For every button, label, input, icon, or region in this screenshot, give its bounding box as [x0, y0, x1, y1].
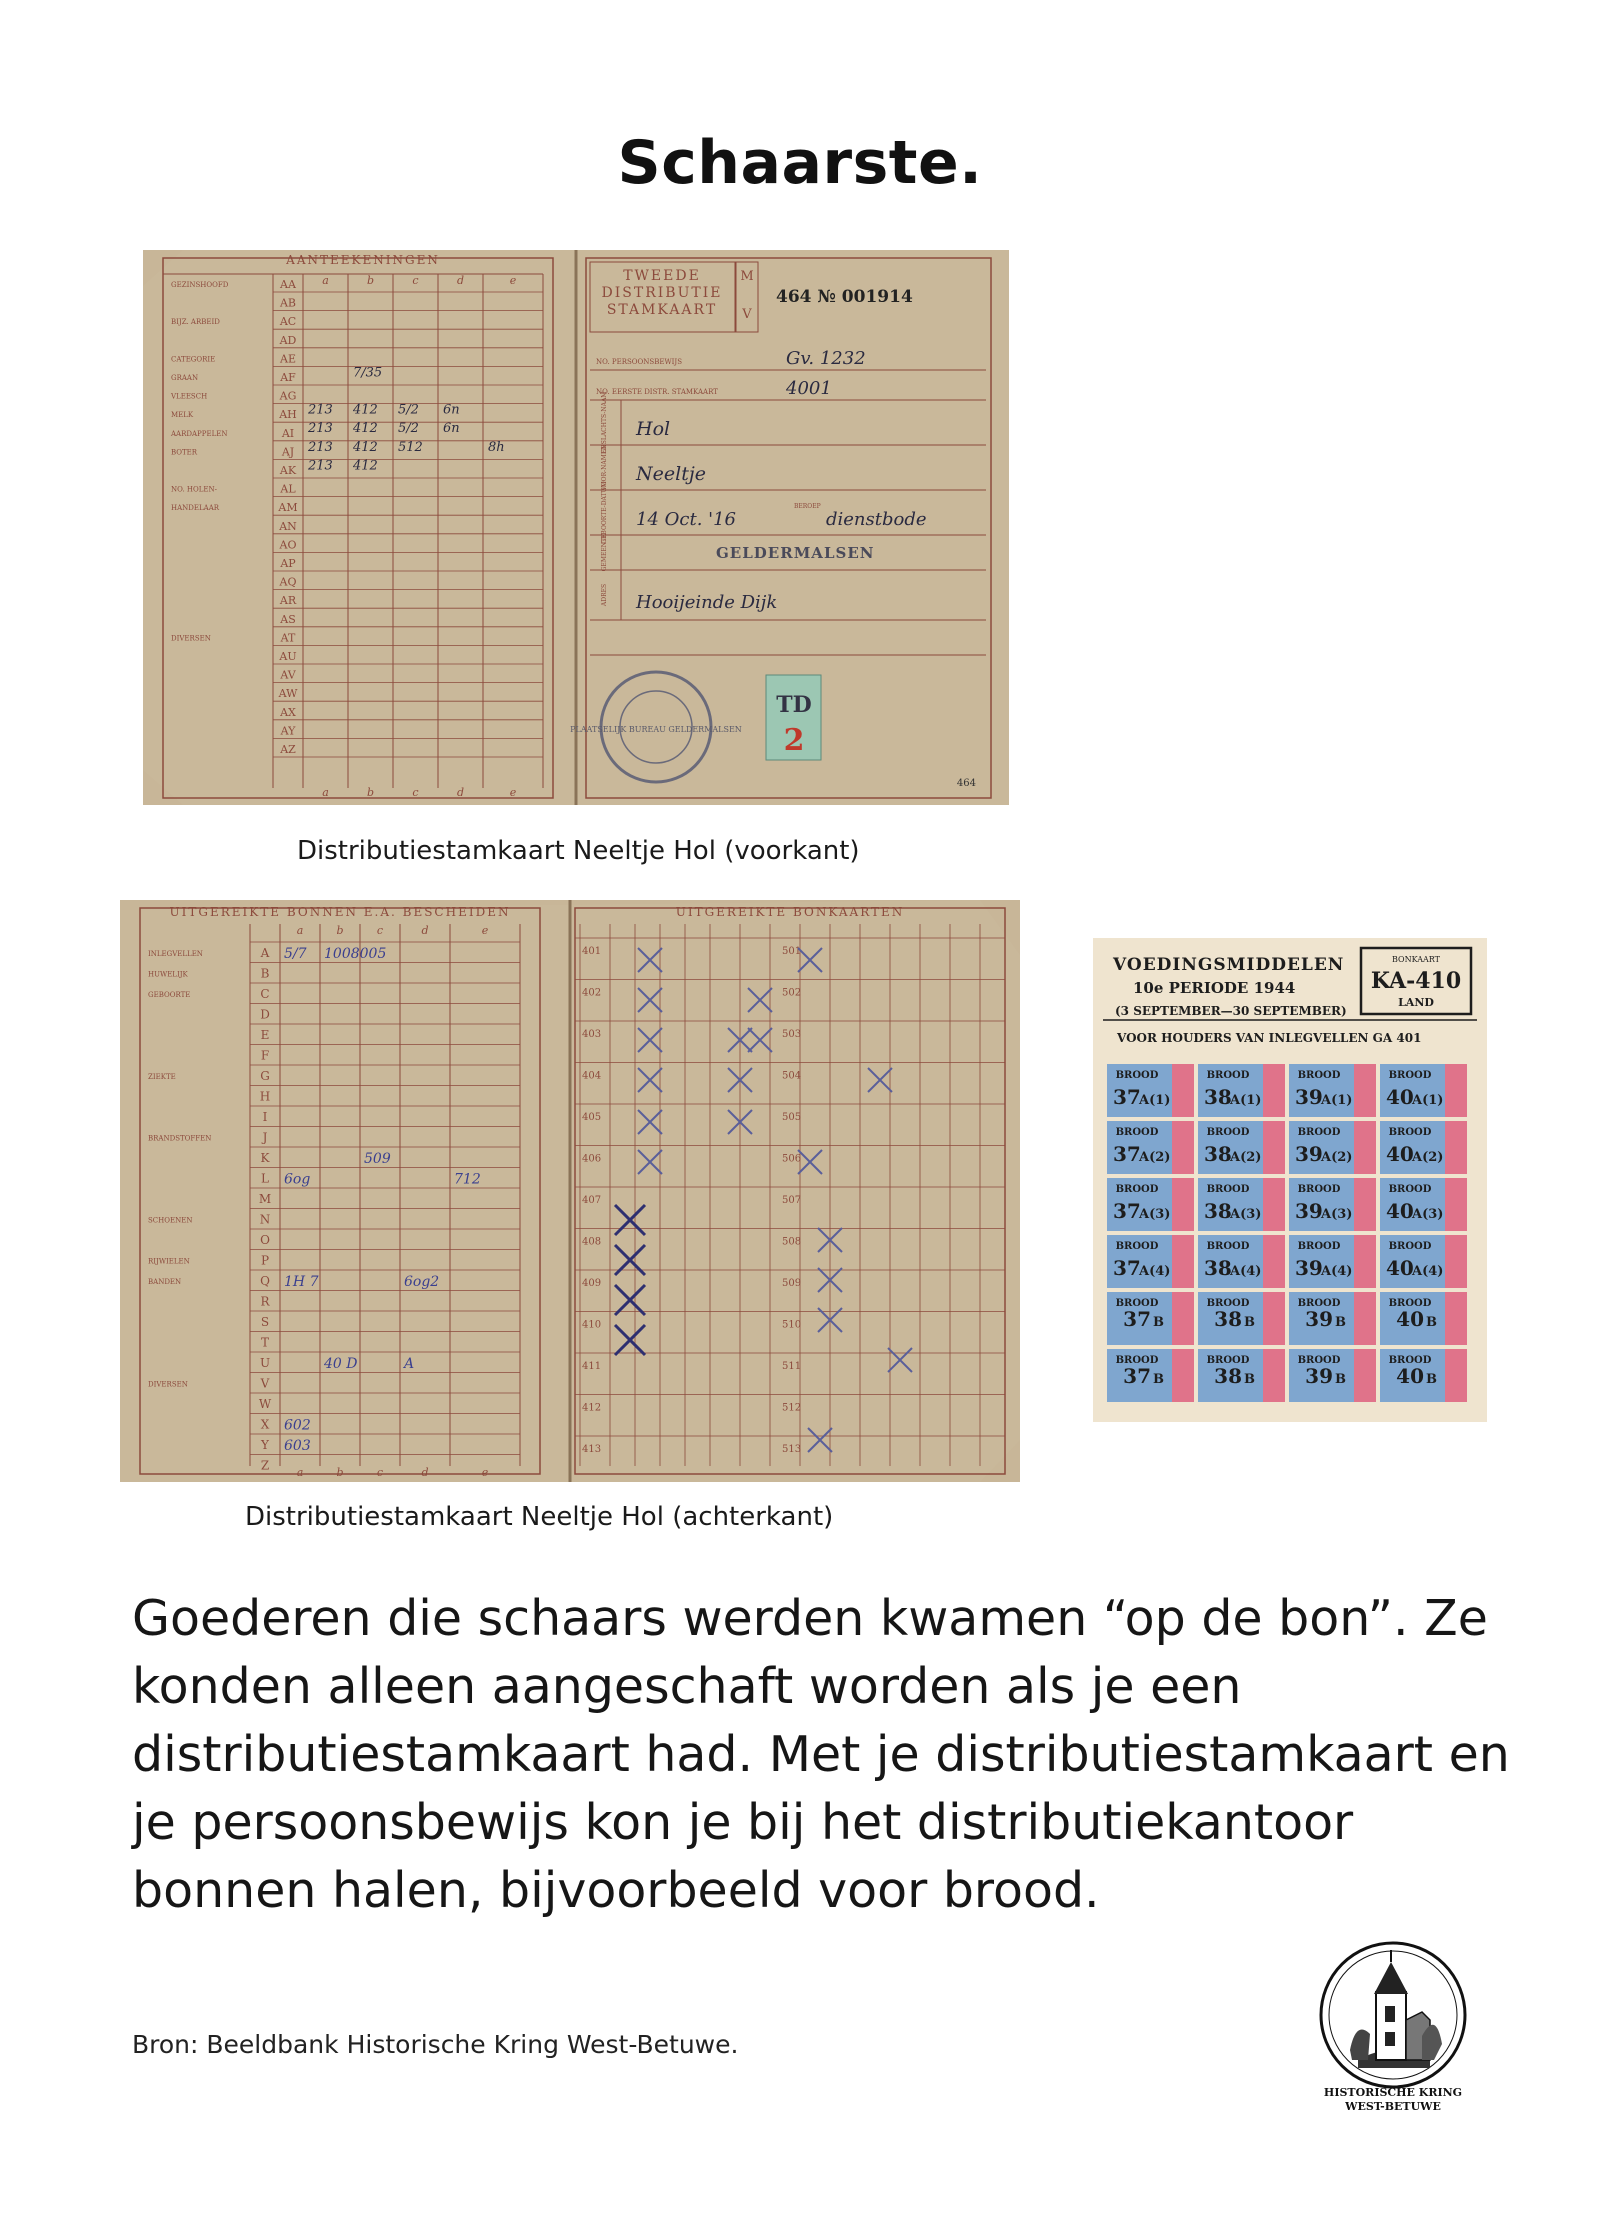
corner-number: 464 — [956, 778, 976, 789]
side-label: VOOR-NAMEN — [601, 444, 608, 491]
row-label: AP — [280, 557, 296, 570]
bonkaart-row-number: 406 — [582, 1153, 602, 1165]
column-label: a — [322, 274, 329, 287]
row-category-label: BANDEN — [148, 1278, 182, 1286]
coupon-word: BROOD — [1206, 1355, 1250, 1366]
column-label: c — [412, 274, 419, 287]
coupon-number: 37 — [1113, 1085, 1141, 1109]
row-label: AG — [279, 389, 297, 403]
row-label: F — [260, 1048, 270, 1063]
coupon-pink-strip — [1172, 1235, 1194, 1288]
stamkaart-front-image — [143, 250, 1009, 805]
row-label: U — [259, 1356, 271, 1370]
column-label: e — [509, 274, 517, 287]
coupon-word: BROOD — [1297, 1184, 1341, 1195]
coupon-suffix: B — [1426, 1315, 1437, 1330]
side-label: ADRES — [601, 583, 608, 607]
row-category-label: AARDAPPELEN — [171, 429, 228, 438]
coupon-pink-strip — [1172, 1064, 1194, 1117]
handwritten-entry: 509 — [364, 1151, 391, 1167]
column-label: d — [421, 1466, 429, 1479]
stamp-text: PLAATSELIJK BUREAU GELDERMALSEN — [570, 725, 742, 734]
bonkaart-row-number: 408 — [582, 1236, 602, 1248]
column-label: d — [456, 786, 465, 799]
bonkaart-photo — [1093, 938, 1487, 1422]
stamkaart-front-photo — [143, 250, 1009, 805]
column-label: b — [366, 274, 375, 287]
bonkaart-dates: (3 SEPTEMBER—30 SEPTEMBER) — [1115, 1004, 1347, 1018]
bonkaart-row-number: 502 — [782, 987, 802, 999]
coupon-pink-strip — [1354, 1349, 1376, 1402]
bonkaart-row-number: 403 — [582, 1029, 602, 1040]
handwritten-entry: 712 — [454, 1171, 481, 1188]
handwritten-entry: 5/2 — [398, 402, 419, 418]
coupon-number: 37 — [1123, 1307, 1151, 1331]
coupon-word: BROOD — [1115, 1127, 1159, 1138]
handwritten-entry: 213 — [308, 439, 333, 455]
coupon-number: 39 — [1295, 1199, 1323, 1223]
coupon-number: 40 — [1386, 1142, 1414, 1166]
coupon-pink-strip — [1445, 1178, 1467, 1231]
row-label: AS — [280, 612, 296, 626]
coupon-word: BROOD — [1115, 1355, 1159, 1366]
column-label: d — [456, 274, 465, 287]
card-title-line: TWEEDE — [623, 268, 701, 284]
bonkaart-row-number: 412 — [582, 1402, 602, 1414]
card-title-line: STAMKAART — [606, 302, 718, 318]
coupon-number: 38 — [1204, 1142, 1232, 1166]
row-label: AJ — [281, 445, 295, 459]
column-label: e — [509, 786, 517, 799]
coupon-word: BROOD — [1388, 1184, 1432, 1195]
row-label: AE — [280, 352, 296, 366]
row-category-label: GRAAN — [171, 374, 199, 382]
bonkaart-row-number: 501 — [782, 946, 802, 957]
coupon-number: 38 — [1204, 1199, 1232, 1223]
coupon-suffix: A(3) — [1230, 1207, 1262, 1222]
coupon-pink-strip — [1445, 1349, 1467, 1402]
column-label: e — [481, 1466, 489, 1479]
row-label: AX — [280, 705, 296, 719]
coupon-suffix: B — [1153, 1372, 1164, 1387]
coupon-number: 38 — [1214, 1364, 1242, 1388]
coupon-number: 38 — [1204, 1256, 1232, 1280]
row-category-label: ZIEKTE — [148, 1073, 176, 1081]
bonkaart-row-number: 510 — [782, 1319, 802, 1331]
handwritten-entry: 602 — [284, 1417, 311, 1434]
revenue-stamp-label: TD — [776, 692, 812, 718]
coupon-pink-strip — [1354, 1064, 1376, 1117]
bonkaart-image — [1093, 938, 1487, 1422]
coupon-word: BROOD — [1388, 1298, 1432, 1309]
coupon-pink-strip — [1445, 1235, 1467, 1288]
row-label: C — [260, 987, 270, 1001]
card-title-line: DISTRIBUTIE — [601, 285, 723, 301]
row-label: AH — [279, 408, 297, 422]
row-category-label: DIVERSEN — [171, 634, 211, 643]
coupon-number: 39 — [1295, 1256, 1323, 1280]
row-label: E — [260, 1028, 270, 1042]
row-label: AD — [279, 333, 297, 347]
coupon-number: 40 — [1386, 1256, 1414, 1280]
coupon-word: BROOD — [1297, 1070, 1341, 1081]
row-label: AI — [281, 426, 295, 440]
column-label: a — [322, 786, 329, 799]
stamkaart-back-image — [120, 900, 1020, 1482]
coupon-word: BROOD — [1115, 1070, 1159, 1081]
coupon-number: 37 — [1113, 1256, 1141, 1280]
column-label: c — [376, 1466, 384, 1479]
coupon-word: BROOD — [1388, 1070, 1432, 1081]
bonkaart-row-number: 512 — [782, 1402, 802, 1414]
body-paragraph-text: Goederen die schaars werden kwamen “op de bon”. Ze konden alleen aangeschaft worden als je een distributiestamkaart had. Met je distributiestamkaart en je persoonsbewijs kon je bij het distributiekantoor bonnen halen, bijvoorbeeld voor brood. — [132, 1590, 1510, 1919]
column-label: b — [336, 1466, 344, 1479]
coupon-word: BROOD — [1206, 1298, 1250, 1309]
coupon-suffix: A(1) — [1230, 1093, 1262, 1108]
row-label: R — [260, 1294, 270, 1309]
bonkaart-code: KA-410 — [1370, 968, 1462, 994]
left-header: UITGEREIKTE BONNEN E.A. BESCHEIDEN — [169, 905, 511, 919]
row-label: AY — [280, 724, 296, 738]
column-label: c — [412, 786, 419, 799]
bonkaart-row-number: 409 — [582, 1278, 602, 1289]
coupon-pink-strip — [1263, 1064, 1285, 1117]
column-label: a — [296, 1466, 304, 1479]
row-label: AZ — [280, 743, 296, 756]
coupon-suffix: A(4) — [1230, 1264, 1262, 1279]
coupon-pink-strip — [1172, 1349, 1194, 1402]
coupon-pink-strip — [1172, 1121, 1194, 1174]
gemeente-stamp: GELDERMALSEN — [716, 544, 875, 562]
row-label: AW — [278, 687, 298, 701]
bonkaart-row-number: 503 — [782, 1029, 802, 1040]
row-label: G — [260, 1069, 270, 1083]
coupon-suffix: A(4) — [1139, 1264, 1171, 1279]
row-category-label: HUWELIJK — [148, 970, 188, 979]
handwritten-entry: 512 — [398, 439, 423, 455]
row-category-label: VLEESCH — [171, 392, 208, 401]
coupon-number: 39 — [1295, 1142, 1323, 1166]
row-label: M — [258, 1192, 272, 1206]
coupon-number: 39 — [1305, 1364, 1333, 1388]
caption-back: Distributiestamkaart Neeltje Hol (achterkant) — [245, 1502, 834, 1532]
coupon-word: BROOD — [1297, 1127, 1341, 1138]
coupon-pink-strip — [1172, 1292, 1194, 1345]
row-label: AN — [279, 519, 297, 533]
row-label: A — [260, 946, 270, 960]
row-category-label: DIVERSEN — [148, 1380, 188, 1389]
row-category-label: BRANDSTOFFEN — [148, 1134, 212, 1143]
coupon-suffix: A(4) — [1412, 1264, 1444, 1279]
handwritten-entry: 6n — [443, 421, 460, 437]
coupon-suffix: A(2) — [1321, 1150, 1353, 1165]
bonkaart-title: VOEDINGSMIDDELEN — [1113, 955, 1345, 975]
coupon-number: 39 — [1295, 1085, 1323, 1109]
bonkaart-row-number: 504 — [782, 1070, 802, 1082]
mv-m: M — [740, 269, 754, 284]
bonkaart-row-number: 405 — [582, 1112, 602, 1123]
handwritten-entry: 213 — [308, 458, 333, 474]
handwritten-entry: 8h — [488, 439, 505, 455]
eerste-stamkaart-label: NO. EERSTE DISTR. STAMKAART — [596, 388, 718, 396]
coupon-word: BROOD — [1388, 1127, 1432, 1138]
coupon-suffix: A(1) — [1412, 1093, 1444, 1108]
handwritten-entry: 213 — [308, 402, 333, 418]
handwritten-entry: 603 — [284, 1438, 311, 1454]
row-category-label: BIJZ. ARBEID — [171, 318, 220, 327]
handwritten-entry: 213 — [308, 421, 333, 437]
source-credit: Bron: Beeldbank Historische Kring West-Betuwe. — [132, 2030, 739, 2059]
row-label: W — [258, 1397, 272, 1411]
handwritten-entry: 7/35 — [353, 365, 383, 381]
bonkaart-row-number: 508 — [782, 1236, 802, 1248]
coupon-suffix: B — [1335, 1372, 1346, 1387]
bonkaart-row-number: 513 — [782, 1444, 802, 1455]
coupon-word: BROOD — [1297, 1241, 1341, 1252]
coupon-suffix: B — [1244, 1372, 1255, 1387]
row-label: AL — [280, 482, 296, 496]
logo-caption-line-1: HISTORISCHE KRING — [1323, 2086, 1463, 2099]
row-label: AO — [279, 538, 297, 552]
row-label: AB — [279, 296, 297, 310]
coupon-number: 39 — [1305, 1307, 1333, 1331]
coupon-pink-strip — [1263, 1178, 1285, 1231]
coupon-word: BROOD — [1115, 1298, 1159, 1309]
coupon-pink-strip — [1445, 1064, 1467, 1117]
row-label: H — [259, 1089, 271, 1104]
bonkaart-row-number: 411 — [582, 1361, 602, 1372]
row-label: I — [262, 1110, 268, 1124]
row-category-label: MELK — [171, 411, 194, 420]
handwritten-entry: 5/2 — [398, 421, 419, 437]
handwritten-entry: 6og — [284, 1171, 311, 1188]
logo-caption-line-2: WEST-BETUWE — [1345, 2100, 1441, 2113]
row-label: V — [260, 1376, 270, 1391]
side-label: GESLACHTS-NAAM — [601, 391, 608, 454]
revenue-stamp-number: 2 — [783, 723, 805, 758]
coupon-suffix: B — [1153, 1315, 1164, 1330]
coupon-number: 40 — [1386, 1199, 1414, 1223]
eerste-stamkaart-value: 4001 — [786, 378, 832, 399]
bonkaart-row-number: 410 — [582, 1319, 602, 1331]
row-label: Q — [260, 1274, 270, 1288]
geboortedatum-value: 14 Oct. '16 — [636, 509, 736, 530]
row-label: AV — [280, 668, 296, 682]
handwritten-entry: 412 — [353, 439, 378, 455]
row-label: B — [260, 966, 270, 981]
column-label: e — [481, 924, 489, 937]
row-label: AM — [278, 501, 298, 515]
mv-v: V — [742, 307, 752, 322]
persoonsbewijs-label: NO. PERSOONSBEWIJS — [596, 358, 683, 366]
handwritten-entry: 1008005 — [324, 946, 387, 962]
handwritten-entry: 5/7 — [284, 946, 307, 962]
row-label: T — [260, 1335, 270, 1350]
coupon-number: 37 — [1113, 1142, 1141, 1166]
side-label: GEBOORTE-DATUM — [601, 481, 608, 544]
coupon-word: BROOD — [1206, 1241, 1250, 1252]
row-label: AF — [280, 371, 296, 384]
coupon-pink-strip — [1445, 1292, 1467, 1345]
coupon-suffix: A(1) — [1139, 1093, 1171, 1108]
row-label: X — [260, 1417, 270, 1432]
side-label: GEMEENTE — [601, 533, 608, 572]
coupon-number: 40 — [1396, 1364, 1424, 1388]
historische-kring-logo — [1318, 1940, 1468, 2090]
serial-number: 464 № 001914 — [776, 287, 913, 307]
row-label: AR — [279, 594, 297, 608]
row-label: L — [261, 1171, 269, 1186]
column-label: b — [336, 924, 344, 937]
row-category-label: HANDELAAR — [171, 504, 220, 513]
coupon-number: 40 — [1386, 1085, 1414, 1109]
row-category-label: NO. HOLEN- — [171, 485, 217, 494]
row-label: AA — [280, 278, 296, 291]
column-label: c — [376, 924, 384, 937]
handwritten-entry: 6n — [443, 402, 460, 418]
bonkaart-row-number: 511 — [782, 1361, 802, 1372]
handwritten-entry: 412 — [353, 458, 378, 474]
row-category-label: CATEGORIE — [171, 355, 216, 364]
row-category-label: INLEGVELLEN — [148, 950, 203, 958]
handwritten-entry: 412 — [353, 402, 378, 418]
coupon-number: 37 — [1123, 1364, 1151, 1388]
coupon-pink-strip — [1354, 1292, 1376, 1345]
coupon-word: BROOD — [1115, 1241, 1159, 1252]
coupon-number: 37 — [1113, 1199, 1141, 1223]
church-tower-emblem-icon — [1318, 1940, 1468, 2090]
handwritten-entry: 1H 7 — [284, 1274, 319, 1290]
coupon-pink-strip — [1354, 1121, 1376, 1174]
coupon-suffix: A(2) — [1412, 1150, 1444, 1165]
voornamen-value: Neeltje — [636, 463, 706, 485]
row-label: AT — [280, 631, 296, 645]
coupon-pink-strip — [1172, 1178, 1194, 1231]
coupon-suffix: A(3) — [1412, 1207, 1444, 1222]
handwritten-entry: A — [404, 1356, 415, 1372]
coupon-suffix: A(4) — [1321, 1264, 1353, 1279]
adres-value: Hooijeinde Dijk — [636, 592, 778, 613]
stamkaart-back-photo — [120, 900, 1020, 1482]
column-label: a — [296, 924, 304, 937]
row-label: AC — [279, 315, 297, 329]
coupon-number: 38 — [1204, 1085, 1232, 1109]
coupon-suffix: B — [1335, 1315, 1346, 1330]
bonkaart-code-small: BONKAART — [1391, 955, 1441, 964]
row-category-label: GEBOORTE — [148, 991, 191, 999]
left-header: AANTEEKENINGEN — [286, 253, 440, 267]
column-label: b — [366, 786, 375, 799]
row-label: J — [262, 1130, 268, 1145]
coupon-pink-strip — [1263, 1349, 1285, 1402]
bonkaart-row-number: 413 — [582, 1444, 602, 1455]
coupon-pink-strip — [1354, 1178, 1376, 1231]
bonkaart-period: 10e PERIODE 1944 — [1133, 979, 1296, 997]
handwritten-entry: 412 — [353, 421, 378, 437]
row-label: O — [260, 1233, 270, 1247]
row-label: AK — [279, 464, 297, 477]
bonkaart-row-number: 506 — [782, 1153, 802, 1165]
coupon-suffix: A(3) — [1139, 1207, 1171, 1222]
bonkaart-row-number: 407 — [582, 1195, 602, 1206]
bonkaart-land: LAND — [1398, 996, 1434, 1009]
coupon-pink-strip — [1354, 1235, 1376, 1288]
row-category-label: GEZINSHOOFD — [171, 281, 229, 289]
coupon-number: 40 — [1396, 1307, 1424, 1331]
coupon-word: BROOD — [1206, 1070, 1250, 1081]
coupon-suffix: A(1) — [1321, 1093, 1353, 1108]
coupon-suffix: B — [1426, 1372, 1437, 1387]
coupon-word: BROOD — [1388, 1241, 1432, 1252]
persoonsbewijs-value: Gv. 1232 — [786, 348, 866, 369]
bonkaart-row-number: 401 — [582, 946, 602, 957]
row-label: N — [259, 1212, 271, 1227]
coupon-word: BROOD — [1297, 1298, 1341, 1309]
bonkaart-row-number: 507 — [782, 1195, 802, 1206]
row-label: Z — [260, 1458, 270, 1473]
coupon-suffix: A(3) — [1321, 1207, 1353, 1222]
coupon-suffix: B — [1244, 1315, 1255, 1330]
row-label: D — [260, 1007, 270, 1022]
coupon-pink-strip — [1445, 1121, 1467, 1174]
coupon-pink-strip — [1263, 1292, 1285, 1345]
row-category-label: RIJWIELEN — [148, 1257, 190, 1266]
right-header: UITGEREIKTE BONKAARTEN — [675, 905, 905, 919]
handwritten-entry: 40 D — [324, 1356, 358, 1372]
coupon-suffix: A(2) — [1139, 1150, 1171, 1165]
row-label: K — [260, 1151, 270, 1165]
bonkaart-holders: VOOR HOUDERS VAN INLEGVELLEN GA 401 — [1117, 1031, 1422, 1045]
beroep-value: dienstbode — [826, 509, 927, 530]
coupon-suffix: A(2) — [1230, 1150, 1262, 1165]
row-label: P — [260, 1253, 270, 1268]
bonkaart-row-number: 509 — [782, 1278, 802, 1289]
row-label: AQ — [279, 575, 297, 589]
coupon-word: BROOD — [1206, 1184, 1250, 1195]
geslachtsnaam-value: Hol — [636, 418, 671, 440]
row-category-label: SCHOENEN — [148, 1216, 193, 1225]
row-label: Y — [261, 1438, 269, 1452]
row-label: S — [260, 1315, 270, 1329]
row-category-label: BOTER — [171, 448, 198, 457]
bonkaart-row-number: 404 — [582, 1070, 602, 1082]
body-paragraph — [132, 1585, 1532, 1925]
column-label: d — [421, 924, 429, 937]
coupon-number: 38 — [1214, 1307, 1242, 1331]
coupon-word: BROOD — [1297, 1355, 1341, 1366]
beroep-label: BEROEP — [794, 503, 821, 510]
logo-caption — [1290, 2086, 1496, 2114]
bonkaart-row-number: 505 — [782, 1112, 802, 1123]
coupon-pink-strip — [1263, 1121, 1285, 1174]
page-title: Schaarste. — [617, 128, 983, 198]
handwritten-entry: 6og2 — [404, 1274, 440, 1290]
coupon-word: BROOD — [1115, 1184, 1159, 1195]
bonkaart-row-number: 402 — [582, 987, 602, 999]
coupon-pink-strip — [1263, 1235, 1285, 1288]
row-label: AU — [279, 650, 297, 663]
caption-front: Distributiestamkaart Neeltje Hol (voorkant) — [297, 836, 860, 866]
coupon-word: BROOD — [1206, 1127, 1250, 1138]
coupon-word: BROOD — [1388, 1355, 1432, 1366]
